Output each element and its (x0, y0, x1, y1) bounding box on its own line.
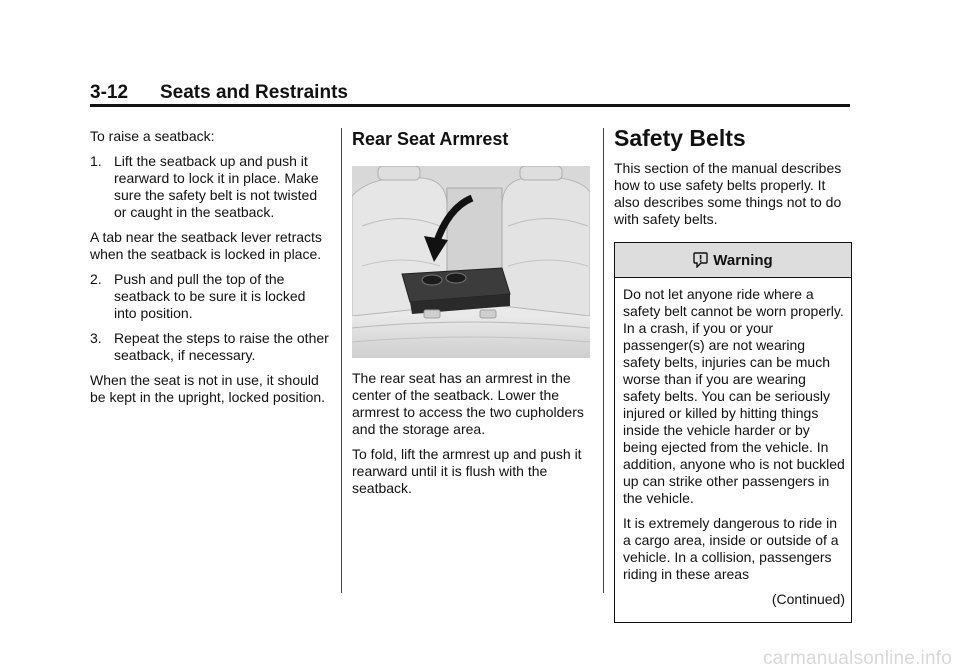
warning-box (614, 242, 852, 623)
continued-label: (Continued) (771, 591, 845, 607)
step-2 (90, 271, 330, 322)
safety-belts-intro: This section of the manual describes how to use safety belts properly. It also describes some things not to do with safety belts. (614, 160, 842, 227)
armrest-description: The rear seat has an armrest in the center of the seatback. Lower the armrest to access the two cupholders and the storage area. (352, 370, 584, 437)
seat-not-in-use-text: When the seat is not in use, it should be kept in the upright, locked position. (90, 372, 326, 405)
column-divider-1 (341, 128, 342, 593)
warning-icon (693, 252, 708, 268)
step-1-number: 1. (90, 153, 102, 169)
raise-seatback-intro: To raise a seatback: (90, 128, 215, 144)
step-1-text: Lift the seatback up and push it rearward to lock it in place. Make sure the safety belt is not twisted or caught in the seatback. (114, 153, 319, 220)
column-2 (352, 128, 592, 505)
rear-seat-armrest-heading: Rear Seat Armrest (352, 129, 509, 149)
armrest-photo (352, 166, 590, 358)
step-2-number: 2. (90, 271, 102, 287)
warning-paragraph-1: Do not let anyone ride where a safety belt cannot be worn properly. In a crash, if you or your passenger(s) are not wearing safety belts, injuries can be much worse than if you are wearing safety belts. You can be seriously injured or killed by hitting things inside the vehicle harder or by being ejected from the vehicle. In addition, anyone who is not buckled up can strike other passengers in the vehicle. (623, 286, 845, 506)
step-3-number: 3. (90, 330, 102, 346)
warning-title: Warning (713, 251, 773, 269)
step-1 (90, 153, 330, 221)
watermark: carmanualsonline.info (762, 648, 952, 669)
armrest-fold-instructions: To fold, lift the armrest up and push it rearward until it is flush with the seatback. (352, 446, 582, 496)
column-divider-2 (603, 128, 604, 593)
page-number: 3-12 (90, 82, 129, 103)
step-3 (90, 330, 330, 364)
step-2-text: Push and pull the top of the seatback to be sure it is locked into position. (114, 271, 306, 321)
column-1 (90, 128, 330, 414)
safety-belts-heading: Safety Belts (614, 125, 746, 151)
warning-header (615, 243, 851, 278)
step-3-text: Repeat the steps to raise the other seatback, if necessary. (114, 330, 329, 363)
warning-body (615, 278, 851, 622)
header-rule (90, 104, 850, 107)
section-title: Seats and Restraints (160, 82, 348, 103)
warning-paragraph-2: It is extremely dangerous to ride in a cargo area, inside or outside of a vehicle. In a collision, passengers riding in these areas (623, 515, 839, 582)
column-3 (614, 125, 852, 623)
page-header (90, 82, 850, 104)
step-1-note: A tab near the seatback lever retracts when the seatback is locked in place. (90, 229, 322, 262)
